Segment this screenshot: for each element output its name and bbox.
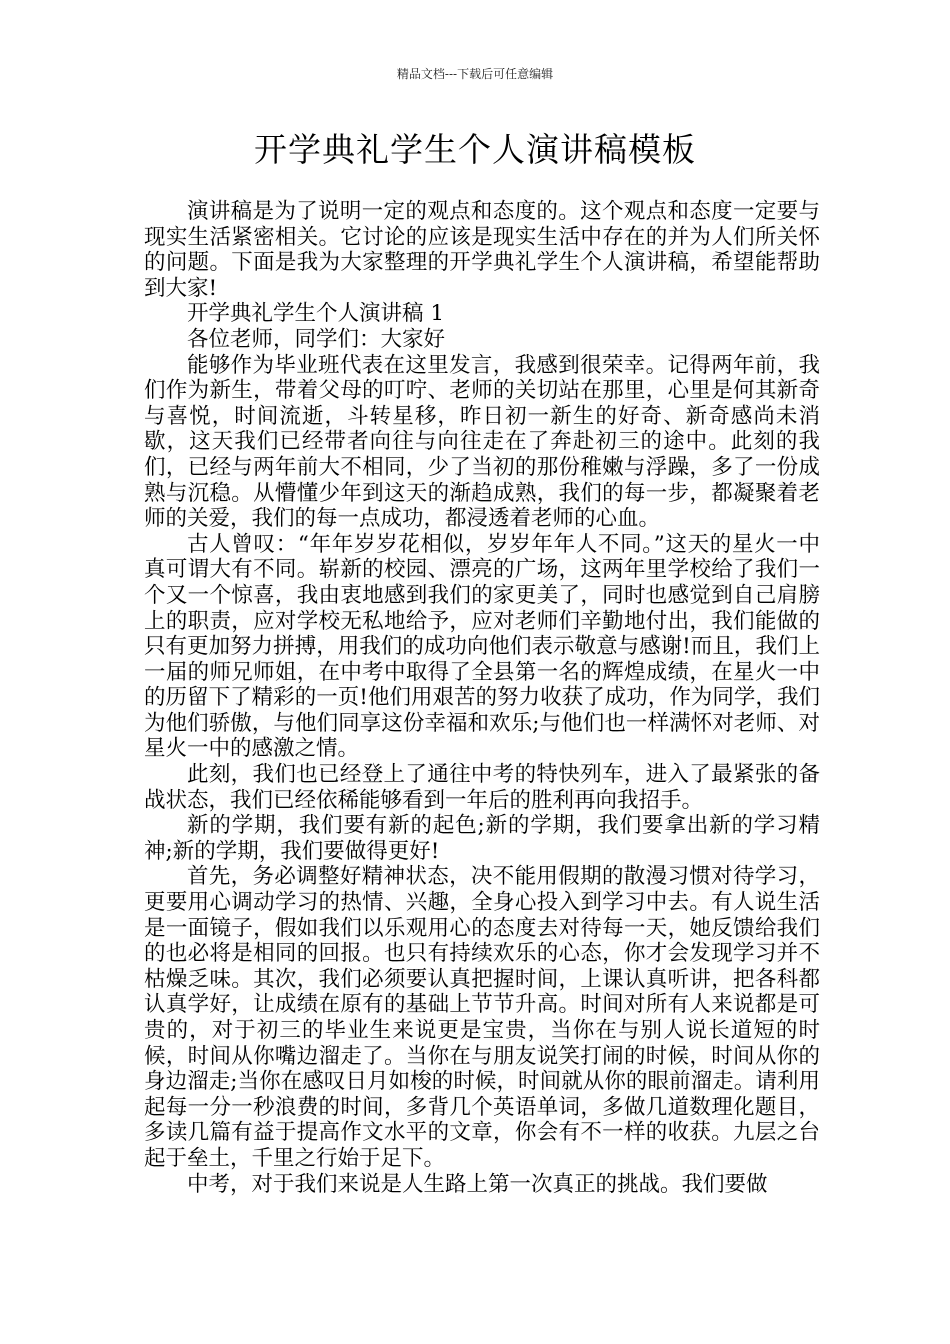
paragraph-greeting: 各位老师，同学们：大家好 — [187, 326, 446, 352]
paragraph-speech-heading: 开学典礼学生个人演讲稿 1 — [187, 301, 445, 327]
paragraph: 中考，对于我们来说是人生路上第一次真正的挑战。我们要做 — [187, 1171, 768, 1197]
page-header: 精品文档---下载后可任意编辑 — [396, 67, 554, 81]
paragraph: 能够作为毕业班代表在这里发言，我感到很荣幸。记得两年前，我们作为新生，带着父母的叮咛、老师的关切站在那里，心里是何其新奇与喜悦，时间流逝，斗转星移，昨日初一新生的好奇、新奇感尚未消歇，这天我们已经带者向往与向往走在了奔赴初三的途中。此刻的我们，已经与两年前大不相同，少了当初的那份稚嫩与浮躁，多了一份成熟与沉稳。从懵懂少年到这天的渐趋成熟，我们的每一步，都凝聚着老师的关爱，我们的每一点成功，都浸透着老师的心血。 — [144, 352, 820, 532]
paragraph: 新的学期，我们要有新的起色;新的学期，我们要拿出新的学习精神;新的学期，我们要做得更好! — [144, 813, 820, 864]
paragraph: 此刻，我们也已经登上了通往中考的特快列车，进入了最紧张的备战状态，我们已经依稀能够看到一年后的胜利再向我招手。 — [144, 762, 820, 813]
paragraph: 古人曾叹：“年年岁岁花相似，岁岁年年人不同。”这天的星火一中真可谓大有不同。崭新的校园、漂亮的广场，这两年里学校给了我们一个又一个惊喜，我由衷地感到我们的家更美了，同时也感觉到自己肩膀上的职责，应对学校无私地给予，应对老师们辛勤地付出，我们能做的只有更加努力拼搏，用我们的成功向他们表示敬意与感谢!而且，我们上一届的师兄师姐，在中考中取得了全县第一名的辉煌成绩，在星火一中的历留下了精彩的一页!他们用艰苦的努力收获了成功，作为同学，我们为他们骄傲，与他们同享这份幸福和欢乐;与他们也一样满怀对老师、对星火一中的感激之情。 — [144, 531, 820, 762]
document-title: 开学典礼学生个人演讲稿模板 — [254, 130, 696, 169]
paragraph: 首先，务必调整好精神状态，决不能用假期的散漫习惯对待学习，更要用心调动学习的热情、兴趣，全身心投入到学习中去。有人说生活是一面镜子，假如我们以乐观用心的态度去对待每一天，她反馈给我们的也必将是相同的回报。也只有持续欢乐的心态，你才会发现学习并不枯燥乏味。其次，我们必须要认真把握时间，上课认真听讲，把各科都认真学好，让成绩在原有的基础上节节升高。时间对所有人来说都是可贵的，对于初三的毕业生来说更是宝贵，当你在与别人说长道短的时候，时间从你嘴边溜走了。当你在与朋友说笑打闹的时候，时间从你的身边溜走;当你在感叹日月如梭的时候，时间就从你的眼前溜走。请利用起每一分一秒浪费的时间，多背几个英语单词，多做几道数理化题目，多读几篇有益于提高作文水平的文章，你会有不一样的收获。九层之台起于垒土，千里之行始于足下。 — [144, 864, 820, 1171]
document-body — [144, 199, 820, 1197]
paragraph-intro: 演讲稿是为了说明一定的观点和态度的。这个观点和态度一定要与现实生活紧密相关。它讨论的应该是现实生活中存在的并为人们所关怀的问题。下面是我为大家整理的开学典礼学生个人演讲稿，希望能帮助到大家! — [144, 199, 820, 301]
